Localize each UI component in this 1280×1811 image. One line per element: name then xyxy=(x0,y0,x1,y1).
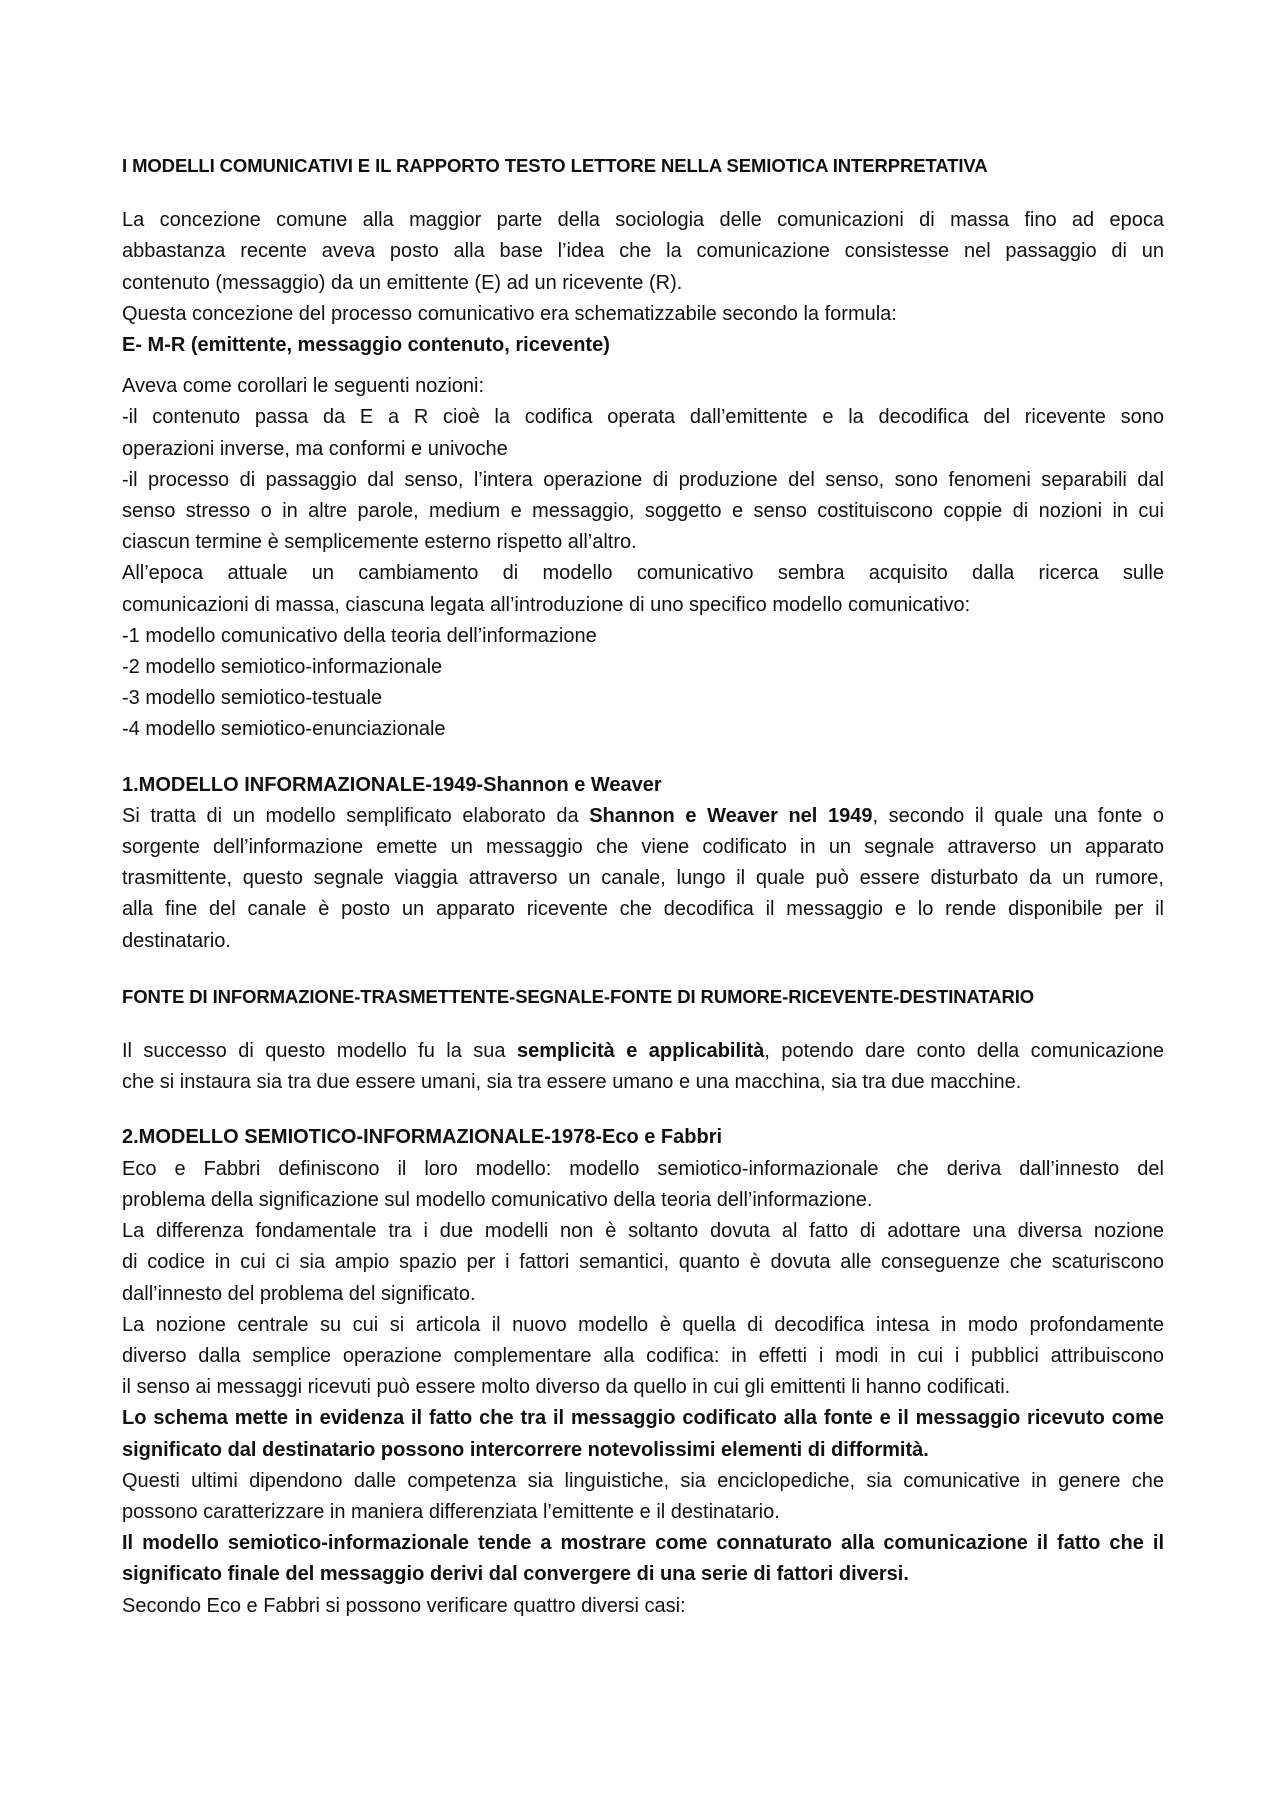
model-chain: FONTE DI INFORMAZIONE-TRASMETTENTE-SEGNALE-FONTE DI RUMORE-RICEVENTE-DESTINATARIO xyxy=(122,985,1035,1007)
intro-paragraph xyxy=(122,205,1164,361)
text-line: -il processo di passaggio dal senso, l’intera operazione di produzione del senso, sono fenomeni separabili dal xyxy=(122,468,1164,491)
document-page xyxy=(122,150,1164,1622)
section-heading: 1.MODELLO INFORMAZIONALE-1949-Shannon e Weaver xyxy=(122,773,662,796)
section-2 xyxy=(122,1122,1164,1621)
text-line: abbastanza recente aveva posto alla base l’idea che la comunicazione consistesse nel passaggio di un xyxy=(122,240,1164,263)
document-title: I MODELLI COMUNICATIVI E IL RAPPORTO TESTO LETTORE NELLA SEMIOTICA INTERPRETATIVA xyxy=(122,155,988,176)
text-line: comunicazioni di massa, ciascuna legata all’introduzione di uno specifico modello comunicativo: xyxy=(122,593,971,616)
text-line: diverso dalla semplice operazione complementare alla codifica: in effetti i modi in cui i pubblici attribuiscono xyxy=(122,1344,1164,1367)
text-line: Secondo Eco e Fabbri si possono verificare quattro diversi casi: xyxy=(122,1594,686,1617)
text-line: sorgente dell’informazione emette un messaggio che viene codificato in un segnale attraverso un apparato xyxy=(122,836,1164,859)
text-line: di codice in cui ci sia ampio spazio per i fattori semantici, quanto è dovuta alle conseguenze che scaturiscono xyxy=(122,1251,1164,1274)
text-line: Aveva come corollari le seguenti nozioni: xyxy=(122,375,485,398)
section-heading: 2.MODELLO SEMIOTICO-INFORMAZIONALE-1978-Eco e Fabbri xyxy=(122,1126,723,1149)
bold-line: significato dal destinatario possono intercorrere notevolissimi elementi di difformità. xyxy=(122,1438,929,1461)
text-line: operazioni inverse, ma conformi e univoche xyxy=(122,437,508,460)
list-item: -4 modello semiotico-enunciazionale xyxy=(122,718,446,741)
list-item: -3 modello semiotico-testuale xyxy=(122,687,383,710)
text-line: che si instaura sia tra due essere umani, sia tra essere umano e una macchina, sia tra due macchine. xyxy=(122,1071,1022,1094)
text-line: destinatario. xyxy=(122,929,231,952)
text-line: alla fine del canale è posto un apparato ricevente che decodifica il messaggio e lo rende disponibile per il xyxy=(122,898,1164,921)
text-line: Eco e Fabbri definiscono il loro modello: modello semiotico-informazionale che deriva dall’innesto del xyxy=(122,1157,1164,1180)
text-line: La concezione comune alla maggior parte della sociologia delle comunicazioni di massa fino ad epoca xyxy=(122,209,1164,232)
text-line: trasmittente, questo segnale viaggia attraverso un canale, lungo il quale può essere disturbato da un rumore, xyxy=(122,867,1164,890)
text-line: La differenza fondamentale tra i due modelli non è soltanto dovuta al fatto di adottare una diversa nozione xyxy=(122,1220,1164,1243)
text-line: Il successo di questo modello fu la sua semplicità e applicabilità, potendo dare conto della comunicazione xyxy=(122,1040,1164,1063)
bold-phrase: semplicità e applicabilità xyxy=(516,1040,765,1063)
text-line: ciascun termine è semplicemente esterno rispetto all’altro. xyxy=(122,531,637,554)
corollari-paragraph xyxy=(122,371,1164,745)
section-1 xyxy=(122,770,1164,1099)
text-line: All’epoca attuale un cambiamento di modello comunicativo sembra acquisito dalla ricerca sulle xyxy=(122,562,1164,585)
list-item: -1 modello comunicativo della teoria dell’informazione xyxy=(122,624,597,647)
text-line: La nozione centrale su cui si articola il nuovo modello è quella di decodifica intesa in modo profondamente xyxy=(122,1313,1164,1336)
text-line: senso stresso o in altre parole, medium e messaggio, soggetto e senso costituiscono coppie di nozioni in cui xyxy=(122,500,1164,523)
bold-line: Il modello semiotico-informazionale tende a mostrare come connaturato alla comunicazione il fatto che il xyxy=(122,1532,1164,1555)
bold-line: Lo schema mette in evidenza il fatto che tra il messaggio codificato alla fonte e il messaggio ricevuto come xyxy=(122,1407,1164,1430)
text-line: -il contenuto passa da E a R cioè la codifica operata dall’emittente e la decodifica del ricevente sono xyxy=(122,406,1164,429)
text-line: Si tratta di un modello semplificato elaborato da Shannon e Weaver nel 1949, secondo il quale una fonte o xyxy=(122,804,1164,827)
list-item: -2 modello semiotico-informazionale xyxy=(122,656,443,679)
text-line: possono caratterizzare in maniera differenziata l’emittente e il destinatario. xyxy=(122,1500,780,1523)
text-line: contenuto (messaggio) da un emittente (E) ad un ricevente (R). xyxy=(122,271,683,294)
text-line: il senso ai messaggi ricevuti può essere molto diverso da quello in cui gli emittenti li hanno codificati. xyxy=(122,1376,1011,1399)
text-line: dall’innesto del problema del significato. xyxy=(122,1282,476,1305)
formula-line: E- M-R (emittente, messaggio contenuto, ricevente) xyxy=(122,334,610,357)
bold-line: significato finale del messaggio derivi dal convergere di una serie di fattori diversi. xyxy=(122,1563,909,1586)
text-line: Questa concezione del processo comunicativo era schematizzabile secondo la formula: xyxy=(122,302,897,325)
text-line: Questi ultimi dipendono dalle competenza sia linguistiche, sia enciclopediche, sia comunicative in genere che xyxy=(122,1469,1164,1492)
bold-phrase: Shannon e Weaver nel 1949 xyxy=(589,804,873,827)
text-line: problema della significazione sul modello comunicativo della teoria dell’informazione. xyxy=(122,1188,873,1211)
